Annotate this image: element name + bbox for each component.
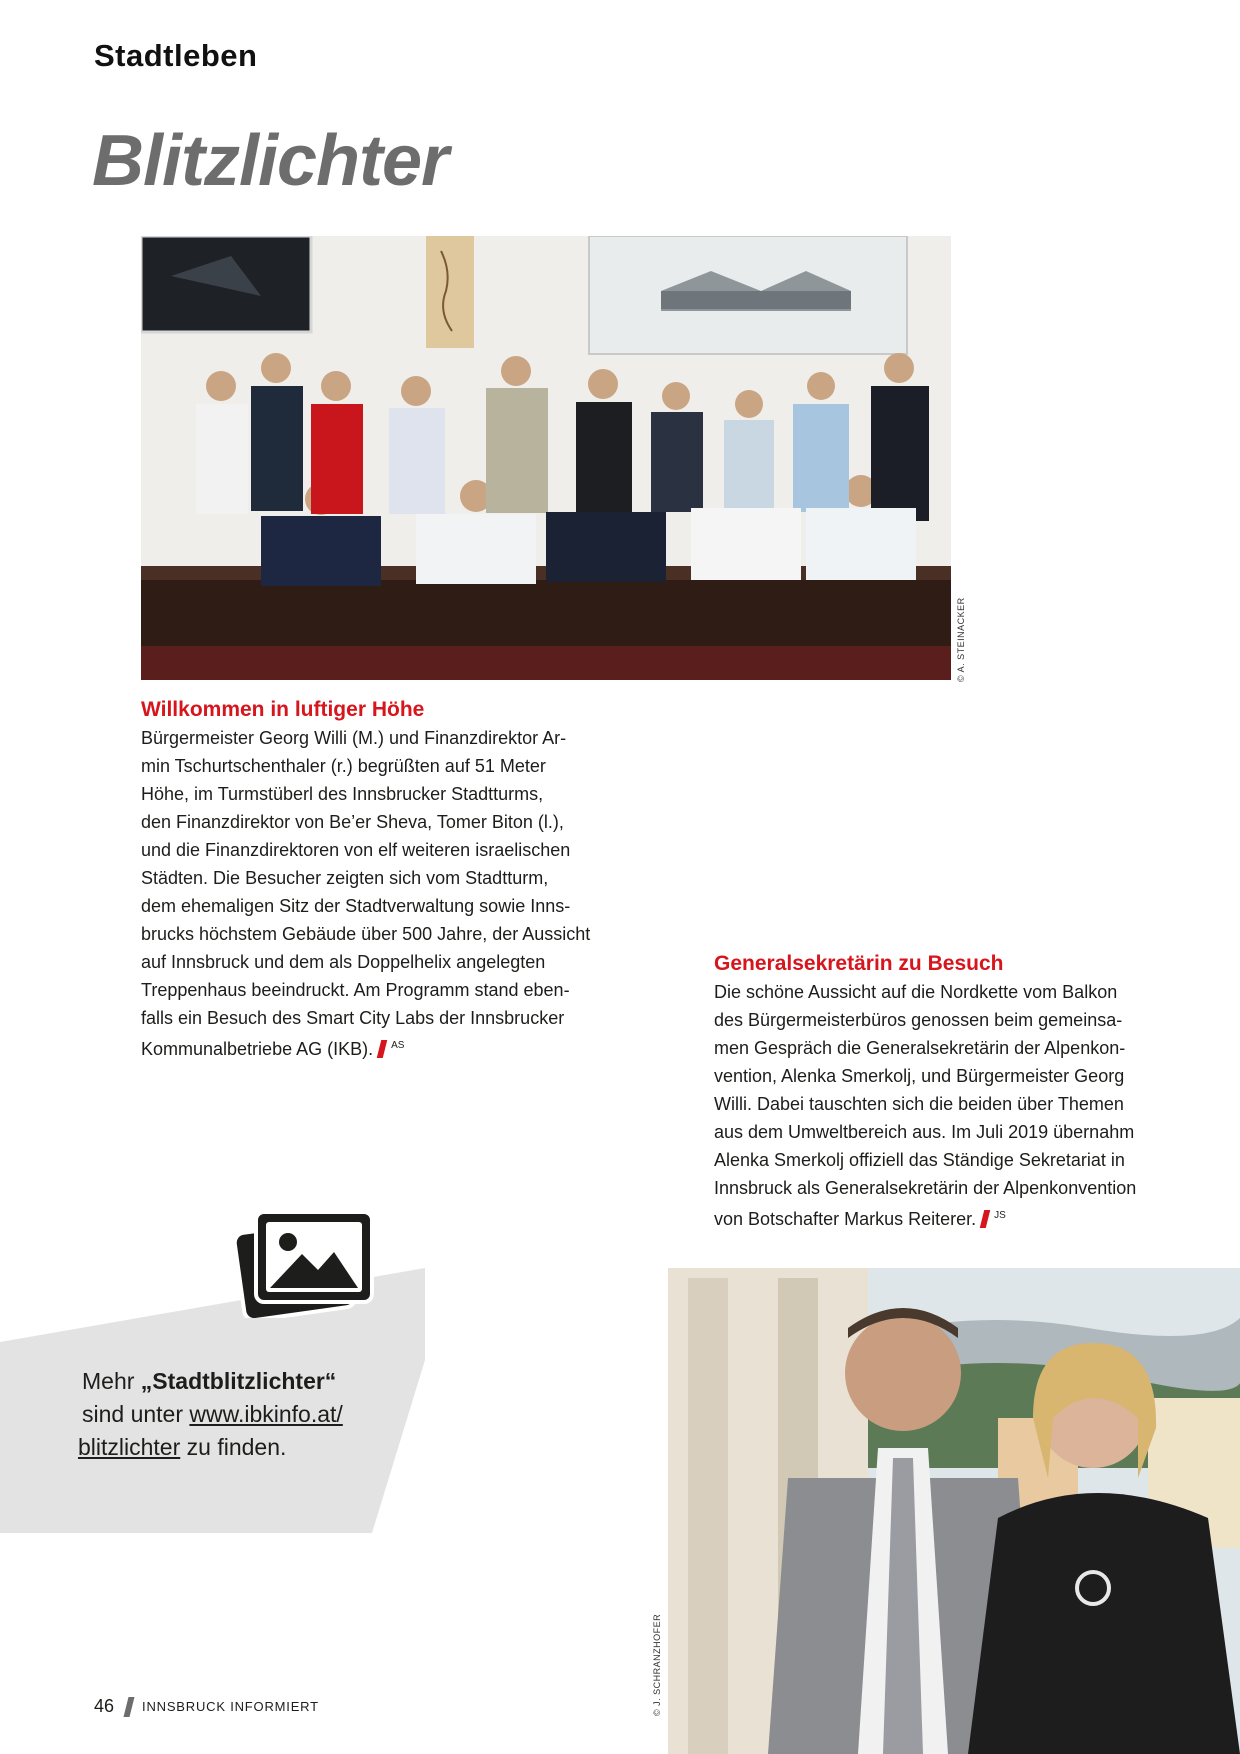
author-initials: JS: [994, 1210, 1006, 1221]
body-line: des Bürgermeisterbüros genossen beim gemeinsa-: [714, 1010, 1123, 1030]
page-title: Blitzlichter: [92, 121, 449, 201]
body-line: aus dem Umweltbereich aus. Im Juli 2019 übernahm: [714, 1122, 1135, 1142]
balcony-photo: [668, 1268, 1240, 1754]
promo-highlight: „Stadtblitzlichter“: [140, 1368, 337, 1394]
body-line: min Tschurtschenthaler (r.) begrüßten auf 51 Meter: [141, 756, 546, 776]
body-line: auf Innsbruck und dem als Doppelhelix angelegten: [141, 952, 546, 972]
photo-gallery-icon: [236, 1208, 376, 1318]
end-mark-icon: [980, 1210, 990, 1228]
body-line: dem ehemaligen Sitz der Stadtverwaltung sowie Inns-: [141, 896, 571, 916]
footer-divider: [124, 1697, 135, 1717]
promo-line2-text: sind unter: [82, 1401, 190, 1427]
article-heading: Generalsekretärin zu Besuch: [714, 952, 1004, 975]
article-willkommen: [141, 696, 601, 1063]
author-initials: AS: [391, 1040, 405, 1051]
promo-suffix: zu finden.: [180, 1434, 287, 1460]
end-mark-icon: [377, 1040, 387, 1058]
body-line-last: [141, 1032, 601, 1063]
promo-text: [78, 1365, 412, 1464]
page-number: 46: [94, 1696, 115, 1716]
photo-credit: © A. STEINACKER: [956, 597, 966, 682]
group-photo: [141, 236, 951, 680]
body-line-text: von Botschafter Markus Reiterer.: [714, 1209, 977, 1229]
body-line: Alenka Smerkolj offiziell das Ständige Sekretariat in: [714, 1150, 1125, 1170]
promo-line-3: [78, 1431, 412, 1464]
body-line: Die schöne Aussicht auf die Nordkette vom Balkon: [714, 982, 1118, 1002]
promo-line-2: [82, 1398, 412, 1431]
article-generalsekretaerin: [714, 950, 1154, 1233]
photo-credit: © J. SCHRANZHOFER: [652, 1613, 662, 1716]
body-line: den Finanzdirektor von Be’er Sheva, Tomer Biton (l.),: [141, 812, 564, 832]
body-line: men Gespräch die Generalsekretärin der Alpenkon-: [714, 1038, 1126, 1058]
publication-name: INNSBRUCK INFORMIERT: [142, 1699, 319, 1714]
body-line-text: Kommunalbetriebe AG (IKB).: [141, 1039, 374, 1059]
body-line: Städten. Die Besucher zeigten sich vom Stadtturm,: [141, 868, 549, 888]
promo-link-cont[interactable]: blitzlichter: [78, 1434, 181, 1460]
article-body: [714, 978, 1154, 1233]
body-line: Treppenhaus beeindruckt. Am Programm stand eben-: [141, 980, 570, 1000]
page-footer: [94, 1696, 319, 1717]
body-line: vention, Alenka Smerkolj, und Bürgermeister Georg: [714, 1066, 1125, 1086]
body-line: Innsbruck als Generalsekretärin der Alpenkonvention: [714, 1178, 1137, 1198]
promo-prefix: Mehr: [82, 1368, 141, 1394]
promo-link[interactable]: www.ibkinfo.at/: [189, 1401, 343, 1427]
body-line: und die Finanzdirektoren von elf weiteren israelischen: [141, 840, 571, 860]
section-label: Stadtleben: [94, 38, 258, 73]
body-line: Bürgermeister Georg Willi (M.) und Finanzdirektor Ar-: [141, 728, 567, 748]
promo-line-1: [82, 1365, 412, 1398]
body-line-last: [714, 1202, 1154, 1233]
article-heading: Willkommen in luftiger Höhe: [141, 698, 425, 721]
body-line: Höhe, im Turmstüberl des Innsbrucker Stadtturms,: [141, 784, 544, 804]
body-line: brucks höchstem Gebäude über 500 Jahre, der Aussicht: [141, 924, 591, 944]
body-line: falls ein Besuch des Smart City Labs der Innsbrucker: [141, 1008, 565, 1028]
article-body: [141, 724, 601, 1063]
body-line: Willi. Dabei tauschten sich die beiden über Themen: [714, 1094, 1124, 1114]
